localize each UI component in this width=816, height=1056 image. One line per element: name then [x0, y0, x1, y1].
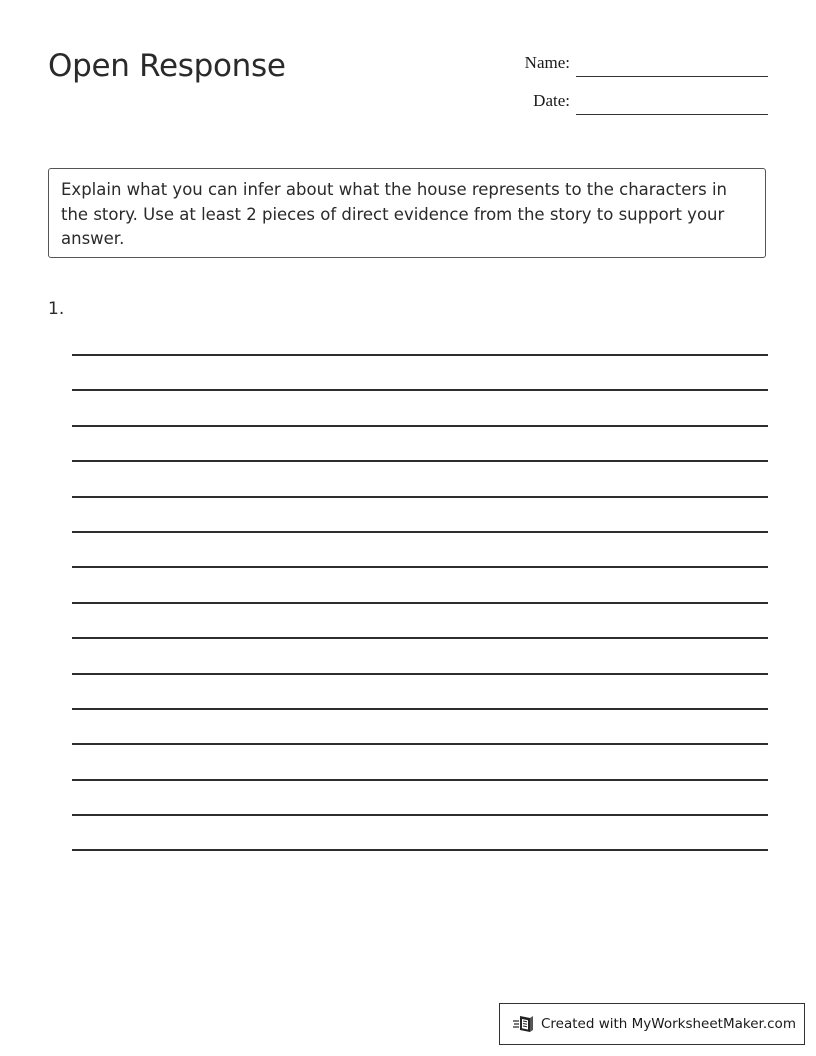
answer-line[interactable] — [72, 814, 768, 849]
question-prompt-box — [48, 168, 766, 258]
worksheet-title: Open Response — [48, 48, 286, 84]
answer-line[interactable] — [72, 425, 768, 460]
footer-badge[interactable] — [499, 1003, 805, 1045]
question-number: 1. — [48, 299, 65, 319]
answer-line[interactable] — [72, 460, 768, 495]
answer-line[interactable] — [72, 637, 768, 672]
answer-line[interactable] — [72, 849, 768, 851]
answer-line[interactable] — [72, 389, 768, 424]
name-field-row — [480, 53, 768, 77]
date-field-row — [480, 91, 768, 115]
date-label: Date: — [533, 91, 570, 110]
answer-line[interactable] — [72, 743, 768, 778]
answer-line[interactable] — [72, 673, 768, 708]
name-label: Name: — [524, 53, 570, 72]
answer-line[interactable] — [72, 708, 768, 743]
question-prompt-text: Explain what you can infer about what the house represents to the characters in the story. Use at least 2 pieces of direct evidence from the story to support your answer. — [61, 180, 728, 248]
date-write-line[interactable] — [576, 114, 768, 115]
answer-line[interactable] — [72, 602, 768, 637]
footer-text: Created with MyWorksheetMaker.com — [541, 1016, 796, 1032]
name-write-line[interactable] — [576, 76, 768, 77]
answer-line[interactable] — [72, 531, 768, 566]
answer-lines — [72, 354, 768, 851]
myworksheetmaker-logo-icon — [512, 1012, 536, 1036]
answer-line[interactable] — [72, 779, 768, 814]
answer-line[interactable] — [72, 496, 768, 531]
answer-line[interactable] — [72, 354, 768, 389]
answer-line[interactable] — [72, 566, 768, 601]
